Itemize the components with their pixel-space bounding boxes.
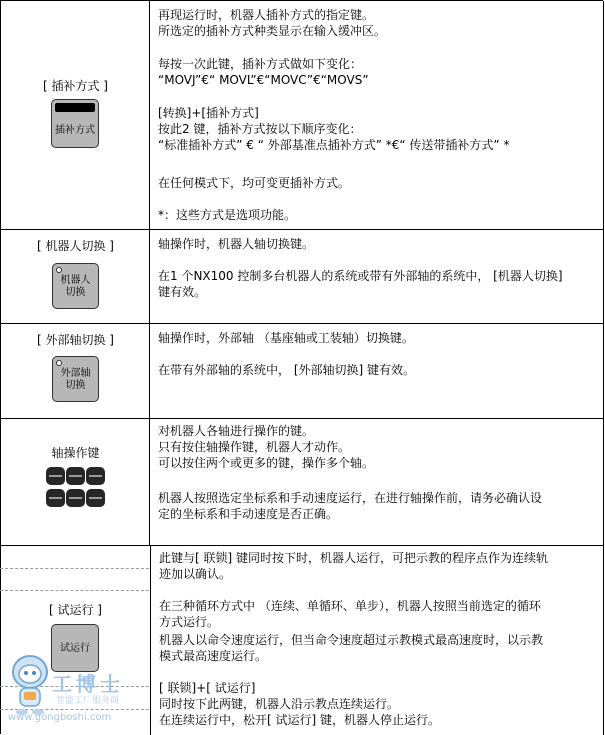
key-cell — [1, 1, 150, 229]
description-cell — [150, 230, 604, 323]
robot-switch-key-icon — [52, 263, 99, 309]
key-label: [ 外部轴切换 ] — [37, 333, 114, 347]
key-label: [ 试运行 ] — [49, 603, 102, 617]
key-cell — [1, 230, 150, 323]
key-face-text: 外部轴 切换 — [60, 368, 91, 391]
key-led-icon — [56, 360, 62, 366]
watermark-url: www.gongboshi.com — [8, 712, 112, 723]
key-label: [ 插补方式 ] — [43, 79, 108, 93]
external-axis-key-icon — [52, 356, 99, 402]
table-row-robot-switch — [1, 230, 604, 323]
description-cell — [150, 324, 604, 418]
description-paragraph: [转换]+[插补方式] 按此2 键，插补方式按以下顺序变化： “标准插补方式” € “ 外部基准点插补方式” *€“ 传送带插补方式” * — [158, 106, 510, 152]
description-paragraph: 机器人按照选定坐标系和手动速度运行，在进行轴操作前，请务必确认设 定的坐标系和手动速度是否正确。 — [158, 491, 543, 521]
description-paragraph: 在三种循环方式中 （连续、单循环、单步），机器人按照当前选定的循环 方式运行。 — [159, 599, 541, 629]
watermark-title: 工博士 — [52, 672, 124, 696]
watermark — [8, 648, 158, 734]
axis-keypad-icon — [46, 467, 104, 511]
description-paragraph: 每按一次此键，插补方式做如下变化： “MOVJ”€“ MOVL”€“MOVC”€“MOVS” — [158, 57, 369, 87]
description-paragraph: 轴操作时，机器人轴切换键。 — [158, 237, 315, 251]
guide-line — [0, 590, 149, 591]
guide-line — [0, 568, 149, 569]
key-face-text: 插补方式 — [55, 125, 95, 136]
description-paragraph: [ 联锁]+[ 试运行] 同时按下此两键，机器人沿示教点连续运行。 在连续运行中，松开[ 试运行] 键，机器人停止运行。 — [159, 681, 440, 727]
key-face-text: 机器人 切换 — [60, 275, 91, 298]
interpolation-key-icon — [51, 99, 99, 148]
key-cell — [1, 324, 150, 418]
description-paragraph: 再现运行时，机器人插补方式的指定键。 所选定的插补方式种类显示在输入缓冲区。 — [158, 8, 387, 38]
key-face-text: 试运行 — [60, 643, 90, 654]
description-cell — [150, 419, 604, 545]
description-paragraph: 机器人以命令速度运行，但当命令速度超过示教模式最高速度时，以示教 模式最高速度运行。 — [159, 633, 544, 663]
description-cell — [150, 546, 604, 735]
key-indicator-bar — [55, 103, 95, 112]
key-cell — [1, 419, 150, 545]
description-paragraph: 在任何模式下，均可变更插补方式。 — [158, 176, 351, 190]
mascot-logo-icon — [8, 652, 52, 716]
description-cell — [150, 1, 604, 229]
watermark-subtitle: 智能工厂服务商 — [56, 696, 120, 706]
table-row-interpolation — [1, 1, 604, 229]
description-paragraph: *：这些方式是选项功能。 — [158, 208, 297, 222]
description-paragraph: 在带有外部轴的系统中， [外部轴切换] 键有效。 — [158, 363, 415, 377]
table-row-axis-keys — [1, 419, 604, 545]
key-led-icon — [56, 267, 62, 273]
description-paragraph: 此键与[ 联锁] 键同时按下时，机器人运行，可把示教的程序点作为连续轨 迹加以确认。 — [159, 551, 548, 581]
key-label: 轴操作键 — [51, 446, 100, 460]
description-paragraph: 轴操作时，外部轴 （基座轴或工装轴）切换键。 — [158, 331, 414, 345]
description-paragraph: 对机器人各轴进行操作的键。 只有按住轴操作键，机器人才动作。 可以按住两个或更多的键，操作多个轴。 — [158, 424, 375, 470]
key-label: [ 机器人切换 ] — [37, 239, 114, 253]
description-paragraph: 在1 个NX100 控制多台机器人的系统或带有外部轴的系统中， [机器人切换] 键有效。 — [158, 269, 563, 299]
table-row-external-axis-switch — [1, 324, 604, 418]
